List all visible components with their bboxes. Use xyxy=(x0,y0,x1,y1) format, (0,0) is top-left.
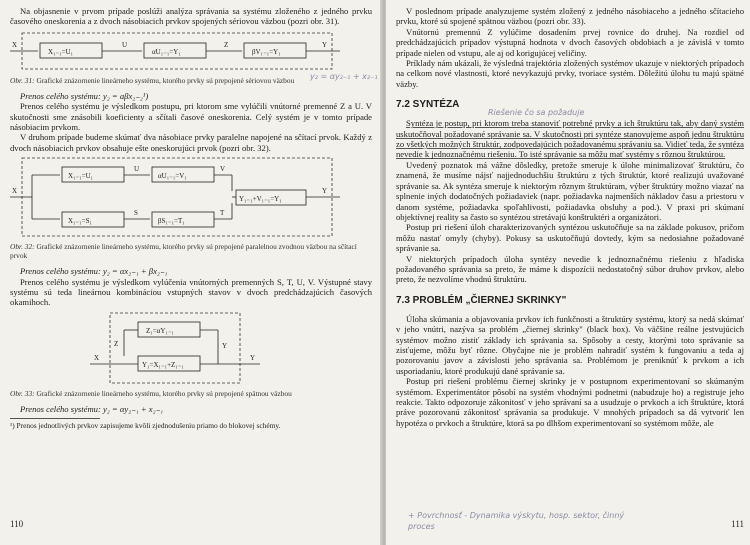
paragraph: Syntéza je postup, pri ktorom treba stanoviť potrebné prvky a ich štruktúru tak, aby daný systém uskutočňoval požadované správanie sa. V skutočnosti pri syntéze stanovujeme aspoň jednu štruktúru zo všetkých možných štruktúr, zodpovedajúcich požadovanému správaniu sa. Vidieť teda, že syntéza nevedie k jednoznačnému riešeniu. To isté správanie sa môžu mať systémy s rôznou štruktúrou. xyxy=(396,118,744,160)
paragraph: Na objasnenie v prvom prípade poslúži analýza správania sa systému zloženého z jedného prvku časového oneskorenia a z dvoch násobiacich prvkov spojených sériovou väzbou (pozri obr. 31). xyxy=(10,6,372,27)
page-number-left: 110 xyxy=(10,519,24,529)
figure-31-caption: Obr. 31: Grafické znázornenie lineárneho systému, ktorého prvky sú prepojené sériovou väzbou xyxy=(10,75,295,85)
fig32-block-5: Y₁₋₁+V₁₋₁=Y₁ xyxy=(239,195,282,204)
fig31-z-label: Z xyxy=(224,40,229,49)
fig32-t-label: T xyxy=(220,209,225,218)
paragraph: Postup pri riešení úloh charakterizovaných syntézou uskutočňuje sa na základe pokusov, pričom môžu nastať omyly (chyby). Pokusy sa uskutočňujú dovtedy, kým sa nedosiahne požadované správanie sa. xyxy=(396,222,744,254)
transfer-equation-3: Prenos celého systému: y₂ = αy₂₋₁ + x₂₋₁ xyxy=(20,403,164,414)
page-number-right: 111 xyxy=(731,519,744,529)
right-page xyxy=(386,0,750,545)
fig32-block-1: X₁₋₁=U₁ xyxy=(68,172,94,181)
paragraph: Príklady nám ukázali, že výsledná trajektória zložených systémov ukazuje v niektorých prípadoch na celkom nové vlastnosti, ktoré nevykazujú prvky, tvoriace systém. Dôležitú úlohu tu majú spätné väzby. xyxy=(396,58,744,89)
handwritten-note-bottom: + Povrchnosť - Dynamika výskytu, hosp. sektor, činný proces xyxy=(408,511,625,531)
fig33-y-label: Y xyxy=(250,353,256,362)
fig32-x-label: X xyxy=(12,187,18,196)
transfer-equation-1: Prenos celého systému: y₂ = aβx₂₋₂¹) xyxy=(20,90,149,101)
paragraph: Postup pri riešení problému čiernej skrinky je v postupnom experimentovaní so skúmaným systémom. Experimentátor pôsobí na systém vhodnými podnetmi (nabudzuje ho) a registruje jeho reakcie. Takto odpozoruje zákonitosť v jeho správaní sa a usudzuje o prvkoch a ich štruktúre, ktorá práve pozorovanú zákonitosť správania sa produkuje. V mnohých prípadoch sa dá vytvoriť len hypotéza o prvkoch a štruktúre, ktorá sa po dlhšom experimentovaní so systémom môže, ale xyxy=(396,376,744,428)
fig31-u-label: U xyxy=(122,40,128,49)
paragraph: Úloha skúmania a objavovania prvkov ich funkčnosti a štruktúry systému, ktorý sa nedá skúmať v jeho vnútri, nazýva sa problém „čiernej skrinky" (black box). Vo väčšine reálne jestvujúcich systémov možno zistiť základy ich správania sa. Spôsoby a cesty, ktorými toto správanie sa zisťujeme, môžu byť rôzne. Obyčajne nie je problém nahradiť systém k fungovaniu a teda aj pozorovaniu javov a závislosti jeho správania sa. Problémom je preniknúť k prvkom a ich usporiadaniu, ktoré produkujú dané správanie sa. xyxy=(396,313,744,376)
fig32-s-label: S xyxy=(134,209,138,218)
figure-31-diagram xyxy=(10,29,340,73)
footnote: ¹) Prenos jednotlivých prvkov zapisujeme kvôli zjednodušeniu priamo do blokovej schémy. xyxy=(10,421,281,431)
figure-32-caption: Obr. 32: Grafické znázornenie lineárneho systému, ktorého prvky sú prepojené paralelnou zvodnou väzbou na sčítací prvok xyxy=(10,242,357,261)
section-heading-synteza: 7.2 SYNTÉZA xyxy=(396,99,460,111)
paragraph: Prenos celého systému je výsledkom postupu, pri ktorom sme vylúčili vnútorné premenné Z a U. V skutočnosti sme znásobili koeficienty a sčítali časové oneskorenia. Celý systém je v tomto prípade násobiacim prvkom. xyxy=(10,101,372,133)
fig31-block-3: βV₁₋₁=Y₁ xyxy=(252,47,281,56)
paragraph: V niektorých prípadoch úloha syntézy nevedie k jednoznačnému riešeniu z hľadiska požadovaného správania sa preto, že máme k dispozícii nedostatočný súbor druhov prvkov, alebo preto, že nezvolíme vhodnú štruktúru. xyxy=(396,253,744,285)
fig33-y-feedback-label: Y xyxy=(222,341,228,350)
fig31-block-1: X₁₋₁=U₁ xyxy=(48,47,74,56)
handwritten-note-synteza: Riešenie čo sa požaduje xyxy=(488,108,585,117)
paragraph: V druhom prípade budeme skúmať dva násobiace prvky paralelne napojené na sčítací prvok. Každý z dvoch násobiacich prvkov obsahuje ešte oneskorujúci prvok (pozri obr. 32). xyxy=(10,132,372,153)
fig33-z-label: Z xyxy=(114,339,119,348)
fig32-y-label: Y xyxy=(322,187,328,196)
section-heading-black-box: 7.3 PROBLÉM „ČIERNEJ SKRINKY" xyxy=(396,294,567,306)
fig32-block-2: αU₁₋₁=V₁ xyxy=(158,172,187,181)
fig31-x-label: X xyxy=(12,40,18,49)
fig33-x-label: X xyxy=(94,353,100,362)
fig33-block-2: Y₁=X₁₋₁+Z₁₋₁ xyxy=(142,360,184,369)
fig32-block-4: βS₁₋₁=T₁ xyxy=(158,217,185,226)
paragraph: Prenos celého systému je výsledkom vylúčenia vnútorných premenných S, T, U, V. Výstupné stavy systému sú teda lineárnou kombináciou vstupných stavov v dvoch predchádzajúcich časových okamihoch. xyxy=(10,276,372,308)
fig32-u-label: U xyxy=(134,165,140,174)
paragraph: Vnútornú premennú Z vylúčime dosadením prvej rovnice do druhej. Na rozdiel od predchádzajúcich prípadov výstupná hodnota v dvoch časových obdobiach a je závislá v tomto prípade nielen od vstupu, ale aj od korigujúcej veličiny. xyxy=(396,26,744,58)
figure-33-caption: Obr. 33: Grafické znázornenie lineárneho systému, ktorého prvky sú prepojené spätnou väzbou xyxy=(10,388,292,398)
handwritten-note-equation: y₂ = αy₂₋₁ + x₂₋₁ xyxy=(310,72,378,81)
paragraph: Uvedený poznatok má vážne dôsledky, pretože smeruje k úlohe minimalizovať štruktúru, čo znamená, že musíme nájsť najjednoduchšiu štruktúru z tých štruktúr, ktoré realizujú uvažované správanie sa. Ak syntéza smeruje k niektorým rôznym štruktúram, výber štruktúry možno viazať na splnenie iných dodatočných požiadaviek (napr. požiadavka najmenších nákladov času a priestoru v danom systéme, požiadavka spoľahlivosti, požiadavka obsluhy a pod.). V praxi pri skúmaní objektívnej reality sa často so syntézou stretávajú konštruktéri a organizátori. xyxy=(396,159,744,222)
fig31-y-label: Y xyxy=(322,40,328,49)
fig33-block-1: Z₁=αY₁₋₁ xyxy=(146,326,174,335)
figure-33-diagram xyxy=(10,310,340,386)
fig32-block-3: X₁₋₁=S₁ xyxy=(68,217,92,226)
transfer-equation-2: Prenos celého systému: y₂ = αx₂₋₁ + βx₂₋₁ xyxy=(20,266,168,277)
figure-32-diagram xyxy=(10,155,340,239)
fig31-block-2: αU₁₋₁=Y₁ xyxy=(152,47,181,56)
fig32-v-label: V xyxy=(220,165,226,174)
paragraph: V poslednom prípade analyzujeme systém zložený z jedného násobiaceho a jedného sčítacieho prvku, ktoré sú spojené spätnou väzbou (pozri obr. 33). xyxy=(396,6,744,27)
